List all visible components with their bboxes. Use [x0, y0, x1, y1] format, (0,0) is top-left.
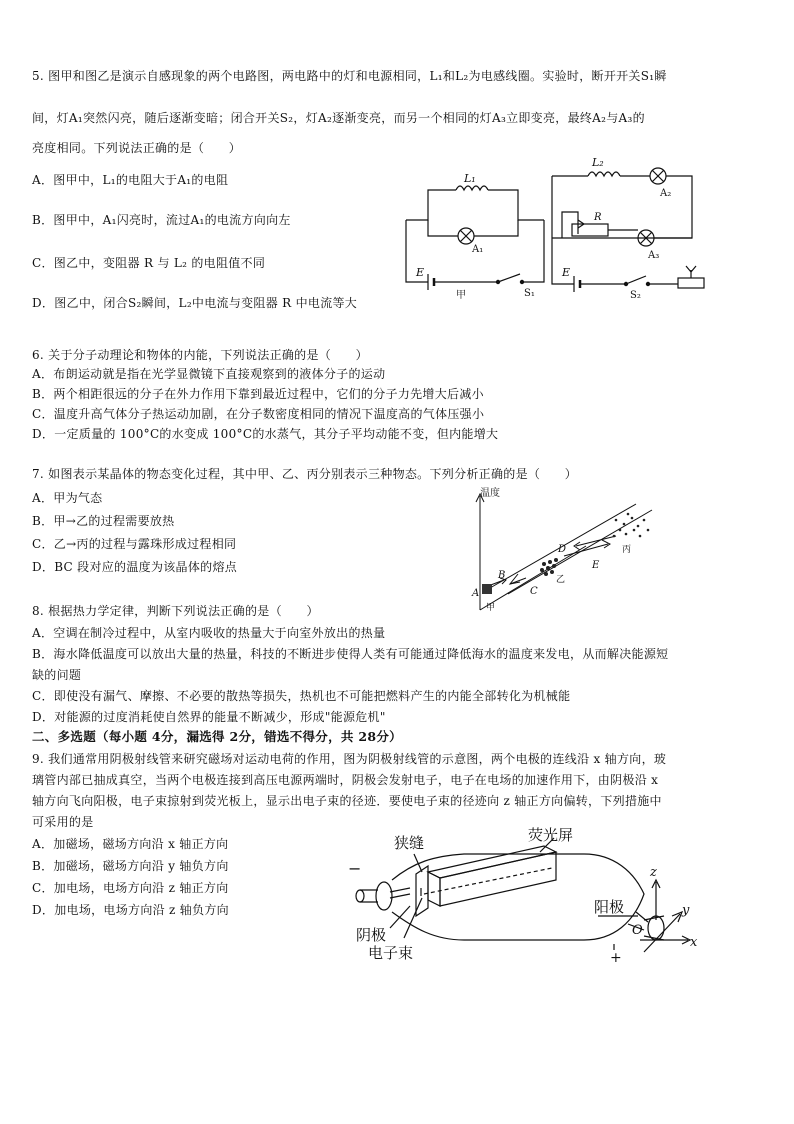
q8-stem: 8. 根据热力学定律，判断下列说法正确的是（ ） — [32, 604, 319, 618]
cathode-label: 阴极 — [356, 926, 387, 944]
jia-caption: 甲 — [456, 290, 466, 301]
q9-option-c: C．加电场，电场方向沿 z 轴正方向 — [32, 881, 229, 895]
q9-stem-line2: 璃管内部已抽成真空，当两个电极连接到高压电源两端时，阴极会发射电子，电子在电场的加速作用下，由阴极沿 x — [32, 773, 659, 787]
yi-rheostat-label: R — [594, 212, 602, 223]
yi-battery-label: E — [562, 266, 571, 279]
q9-stem-line1: 9. 我们通常用阴极射线管来研究磁场对运动电荷的作用，图为阴极射线管的示意图，两个电极的连线沿 x 轴方向，玻 — [32, 752, 667, 766]
q6-stem: 6. 关于分子动理论和物体的内能，下列说法正确的是（ ） — [32, 348, 368, 362]
minus-sign: − — [348, 859, 362, 878]
q7-option-a: A．甲为气态 — [32, 491, 103, 505]
solid-state-icon — [482, 584, 492, 594]
y-axis-label: y — [682, 903, 690, 918]
q5-option-b: B．图甲中，A₁闪亮时，流过A₁的电流方向向左 — [32, 213, 291, 227]
state-yi-label: 乙 — [556, 575, 566, 585]
q7-stem: 7. 如图表示某晶体的物态变化过程，其中甲、乙、丙分别表示三种物态。下列分析正确的是（ ） — [32, 467, 578, 481]
yi-switch-label: S₂ — [630, 290, 641, 301]
phase-change-figure — [466, 490, 666, 620]
point-d-label: D — [558, 544, 567, 555]
point-a-label: A — [472, 588, 480, 599]
q7-option-d: D．BC 段对应的温度为该晶体的熔点 — [32, 560, 238, 574]
q6-option-a: A．布朗运动就是指在光学显微镜下直接观察到的液体分子的运动 — [32, 367, 386, 381]
origin-label: O — [632, 923, 643, 938]
q9-option-a: A．加磁场，磁场方向沿 x 轴正方向 — [32, 837, 229, 851]
q6-option-d: D．一定质量的 100°C的水变成 100°C的水蒸气，其分子平均动能不变，但内能增大 — [32, 427, 499, 441]
gas-state-icon — [613, 513, 650, 538]
q5-stem-line1: 5. 图甲和图乙是演示自感现象的两个电路图，两电路中的灯和电源相同，L₁和L₂为电感线圈。实验时，断开开关S₁瞬 — [32, 69, 667, 83]
circuit-jia-diagram — [398, 170, 558, 300]
cathode-ray-tube-figure — [344, 826, 704, 966]
q8-option-c: C．即使没有漏气、摩擦、不必要的散热等损失，热机也不可能把燃料产生的内能全部转化为机械能 — [32, 689, 571, 703]
jia-battery-label: E — [416, 266, 425, 279]
q5-option-c: C．图乙中，变阻器 R 与 L₂ 的电阻值不同 — [32, 256, 266, 270]
jia-lamp-label: A₁ — [472, 244, 484, 255]
temperature-axis-label: 温度 — [480, 488, 500, 499]
section2-heading: 二、多选题（每小题 4分，漏选得 2分，错选不得分，共 28分） — [32, 729, 402, 744]
state-bing-label: 丙 — [622, 545, 632, 555]
point-e-label: E — [592, 560, 600, 571]
anode-label: 阳极 — [594, 898, 625, 916]
state-jia-label: 甲 — [486, 603, 496, 613]
q7-option-c: C．乙→丙的过程与露珠形成过程相同 — [32, 537, 237, 551]
q8-option-b: B．海水降低温度可以放出大量的热量，科技的不断进步使得人类有可能通过降低海水的温度来发电，从而解决能源短 — [32, 647, 669, 661]
q8-option-b-cont: 缺的问题 — [32, 668, 82, 682]
q7-option-b: B．甲→乙的过程需要放热 — [32, 514, 175, 528]
yi-lamp-bottom-label: A₃ — [648, 250, 660, 261]
yi-coil-label: L₂ — [592, 156, 604, 169]
z-axis-label: z — [650, 865, 657, 880]
q5-stem-line2: 间，灯A₁突然闪亮，随后逐渐变暗；闭合开关S₂，灯A₂逐渐变亮，而另一个相同的灯A₃立即变亮，最终A₂与A₃的 — [32, 111, 645, 125]
circuit-yi-diagram — [548, 156, 708, 301]
q6-option-b: B．两个相距很远的分子在外力作用下靠到最近过程中，它们的分子力先增大后减小 — [32, 387, 484, 401]
q6-option-c: C．温度升高气体分子热运动加剧，在分子数密度相同的情况下温度高的气体压强小 — [32, 407, 485, 421]
yi-lamp-top-label: A₂ — [660, 188, 672, 199]
x-axis-label: x — [690, 935, 698, 950]
q9-stem-line3: 轴方向飞向阳极，电子束掠射到荧光板上，显示出电子束的径迹．要使电子束的径迹向 z 轴正方向偏转，下列措施中 — [32, 794, 662, 808]
point-b-label: B — [498, 570, 506, 581]
q8-option-d: D．对能源的过度消耗使自然界的能量不断减少，形成"能源危机" — [32, 710, 386, 724]
q9-option-d: D．加电场，电场方向沿 z 轴负方向 — [32, 903, 229, 917]
slit-label: 狭缝 — [394, 834, 425, 852]
q9-stem-line4: 可采用的是 — [32, 815, 94, 829]
q9-option-b: B．加磁场，磁场方向沿 y 轴负方向 — [32, 859, 229, 873]
plus-sign: + — [610, 950, 622, 966]
point-c-label: C — [530, 586, 538, 597]
jia-switch-label: S₁ — [524, 288, 535, 299]
q5-stem-line3: 亮度相同。下列说法正确的是（ ） — [32, 141, 242, 155]
screen-label: 荧光屏 — [528, 826, 574, 844]
jia-coil-label: L₁ — [464, 172, 476, 185]
q8-option-a: A．空调在制冷过程中，从室内吸收的热量大于向室外放出的热量 — [32, 626, 386, 640]
q5-option-a: A．图甲中，L₁的电阻大于A₁的电阻 — [32, 173, 229, 187]
beam-label: 电子束 — [368, 944, 414, 962]
q5-option-d: D．图乙中，闭合S₂瞬间，L₂中电流与变阻器 R 中电流等大 — [32, 296, 358, 310]
